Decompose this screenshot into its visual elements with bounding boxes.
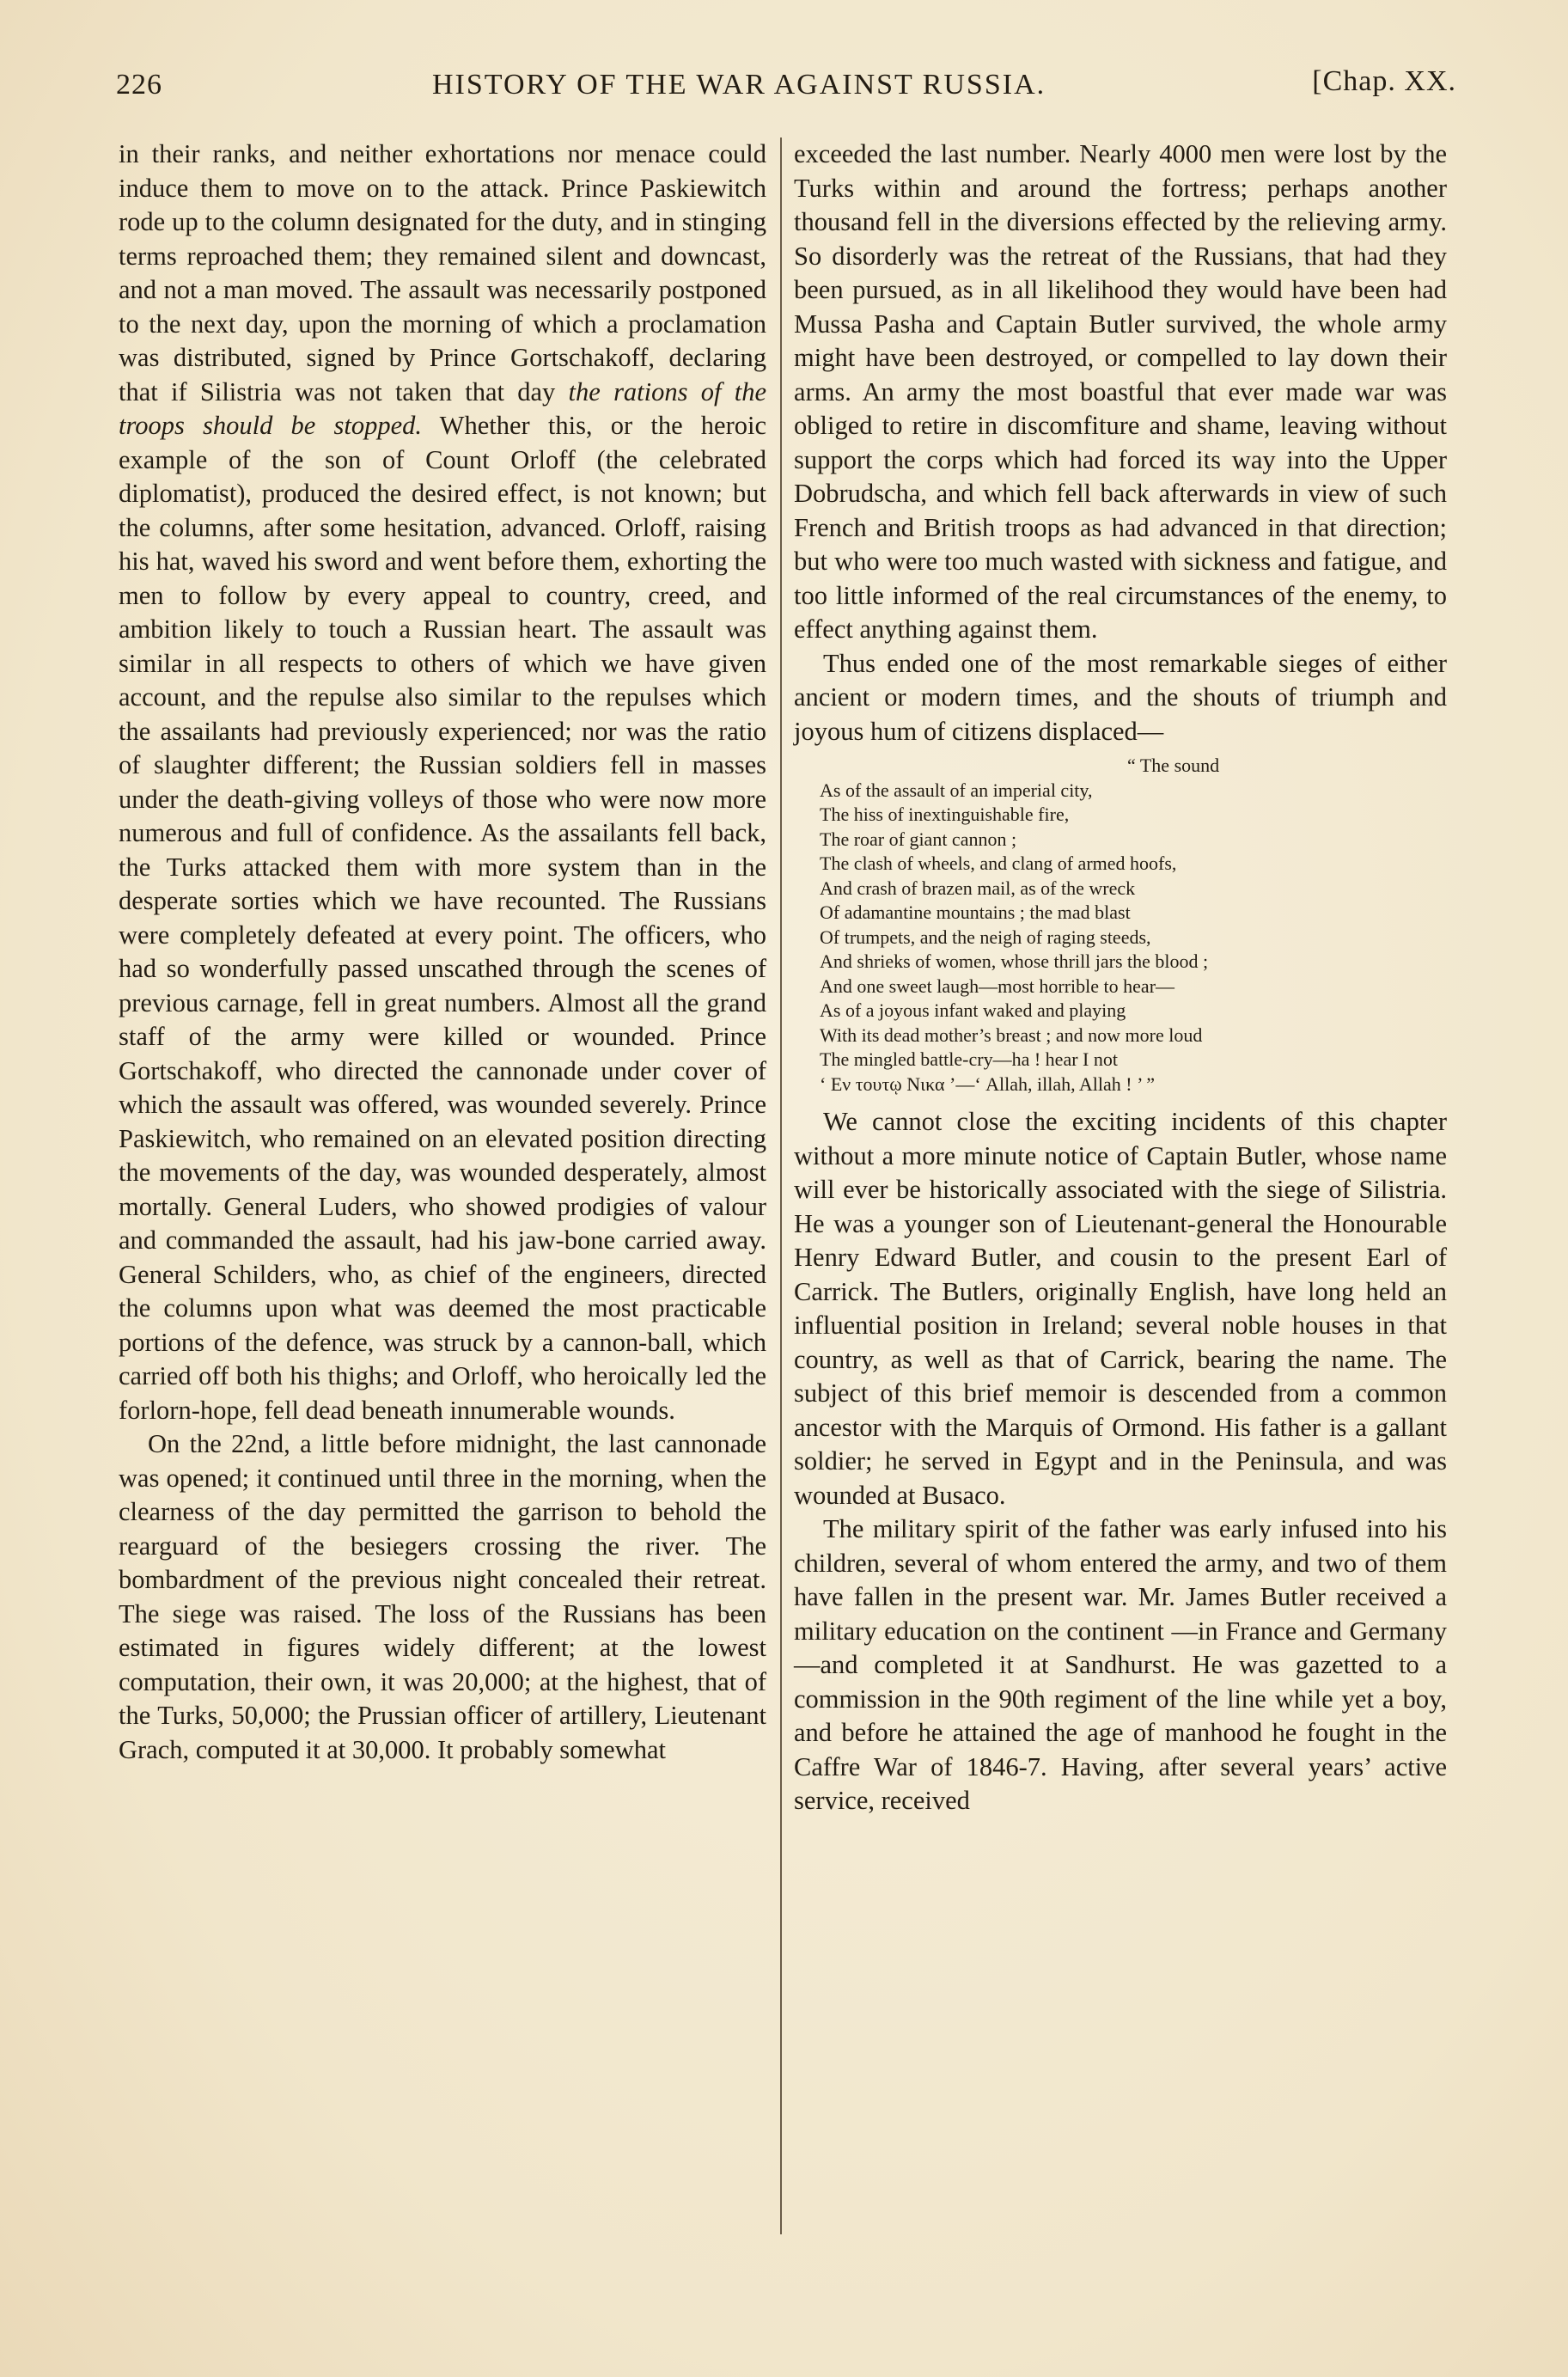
right-column — [794, 137, 1447, 1818]
right-paragraph-3: We cannot close the exciting incidents of this chapter without a more minute notice of Captain Butler, whose name will ever be historically associated with the siege of Silistria. He was a younger son of Lieutenant-general the Honourable Henry Edward Butler, and cousin to the present Earl of Carrick. The Butlers, originally English, have long held an influential position in Ireland; several noble houses in that country, as well as that of Carrick, bearing the name. The subject of this brief memoir is descended from a common ancestor with the Marquis of Ormond. His father is a gallant soldier; he served in Egypt and in the Peninsula, and was wounded at Busaco. — [794, 1107, 1447, 1510]
poem-line: ‘ Εν τουτῳ Νικα ’—‘ Allah, illah, Allah ! ’ ” — [820, 1072, 1156, 1095]
poem-line: And crash of brazen mail, as of the wreck — [820, 877, 1136, 899]
poem-line: And one sweet laugh—most horrible to hear— — [820, 975, 1175, 997]
left-paragraph-1-text-b: Whether this, or the heroic example of the son of Count Orloff (the celebrated diplomatist), produced the desired effect, is not known; but the columns, after some hesitation, advanced. Orloff, raising his hat, waved his sword and went before them, exhorting the men to follow by every appeal to country, creed, and ambition likely to touch a Russian heart. The assault was similar in all respects to others of which we have given account, and the repulse also similar to the repulses which the assailants had previously experienced; nor was the ratio of slaughter different; the Russian soldiers fell in masses under the death-giving volleys of those who were now more numerous and full of confidence. As the assailants fell back, the Turks attacked them with more system than in the desperate sorties which we have recounted. The Russians were completely defeated at every point. The officers, who had so wonderfully passed unscathed through the scenes of previous carnage, fell in great numbers. Almost all the grand staff of the army were killed or wounded. Prince Gortschakoff, who directed the cannonade under cover of which the assault was offered, was wounded severely. Prince Paskiewitch, who remained on an elevated position directing the movements of the day, was wounded desperately, almost mortally. General Luders, who showed prodigies of valour and commanded the assault, had his jaw-bone carried away. General Schilders, who, as chief of the engineers, directed the columns upon what was deemed the most practicable portions of the defence, was struck by a cannon-ball, which carried off both his thighs; and Orloff, who heroically led the forlorn-hope, fell dead beneath innumerable wounds. — [119, 411, 767, 1425]
left-paragraph-1 — [119, 137, 766, 1427]
poem-line: As of a joyous infant waked and playing — [820, 999, 1126, 1021]
poem-line: “ The sound — [1127, 755, 1220, 776]
right-paragraph-2: Thus ended one of the most remarkable sieges of either ancient or modern times, and the shouts of triumph and joyous hum of citizens displaced— — [794, 648, 1447, 746]
right-paragraph-4: The military spirit of the father was early infused into his children, several of whom entered the army, and two of them have fallen in the present war. Mr. James Butler received a military education on the continent —in France and Germany—and completed it at Sandhurst. He was gazetted to a commission in the 90th regiment of the line while yet a boy, and before he attained the age of manhood he fought in the Caffre War of 1846-7. Having, after several years’ active service, received — [794, 1514, 1447, 1815]
poem-line: With its dead mother’s breast ; and now more loud — [820, 1024, 1203, 1046]
running-title: HISTORY OF THE WAR AGAINST RUSSIA. — [432, 69, 1046, 101]
poem-line: And shrieks of women, whose thrill jars the blood ; — [820, 950, 1209, 972]
poem-line: Of adamantine mountains ; the mad blast — [820, 901, 1131, 923]
left-column — [119, 137, 766, 1767]
poem-line: The clash of wheels, and clang of armed hoofs, — [820, 852, 1177, 874]
right-paragraph-1: exceeded the last number. Nearly 4000 men were lost by the Turks within and around the fortress; perhaps another thousand fell in the diversions effected by the relieving army. So disorderly was the retreat of the Russians, that had they been pursued, as in all likelihood they would have been had Mussa Pasha and Captain Butler survived, the whole army might have been destroyed, or compelled to lay down their arms. An army the most boastful that ever made war was obliged to retire in discomfiture and shame, leaving without support the corps which had forced its way into the Upper Dobrudscha, and which fell back afterwards in view of such French and British troops as had advanced in that direction; but who were too much wasted with sickness and fatigue, and too little informed of the real circumstances of the enemy, to effect anything against them. — [794, 139, 1447, 644]
left-paragraph-2: On the 22nd, a little before midnight, the last cannonade was opened; it continued until three in the morning, when the clearness of the day permitted the garrison to behold the rearguard of the besiegers crossing the river. The bombardment of the previous night concealed their retreat. The siege was raised. The loss of the Russians has been estimated in figures widely different; at the lowest computation, their own, it was 20,000; at the highest, that of the Turks, 50,000; the Prussian officer of artillery, Lieutenant Grach, computed it at 30,000. It probably somewhat — [119, 1429, 766, 1764]
poem-line: As of the assault of an imperial city, — [820, 779, 1093, 801]
chapter-label: [Chap. XX. — [1312, 65, 1456, 97]
left-paragraph-1-text-a: in their ranks, and neither exhortations nor menace could induce them to move on to the attack. Prince Paskiewitch rode up to the column designated for the duty, and in stinging terms reproached them; they remained silent and downcast, and not a man moved. The assault was necessarily postponed to the next day, upon the morning of which a proclamation was distributed, signed by Prince Gortschakoff, declaring that if Silistria was not taken that day — [119, 139, 766, 406]
left-paragraph-1-italic: the rations of the troops should be stopped. — [119, 376, 766, 440]
column-divider — [780, 137, 782, 2234]
poem-line: Of trumpets, and the neigh of raging steeds, — [820, 926, 1151, 948]
running-header — [116, 60, 1456, 112]
poem-line: The mingled battle-cry—ha ! hear I not — [820, 1048, 1118, 1070]
page-number: 226 — [116, 69, 162, 101]
poem-line: The hiss of inextinguishable fire, — [820, 804, 1070, 825]
poem-line: The roar of giant cannon ; — [820, 828, 1017, 850]
poem-quotation — [820, 754, 1447, 1097]
